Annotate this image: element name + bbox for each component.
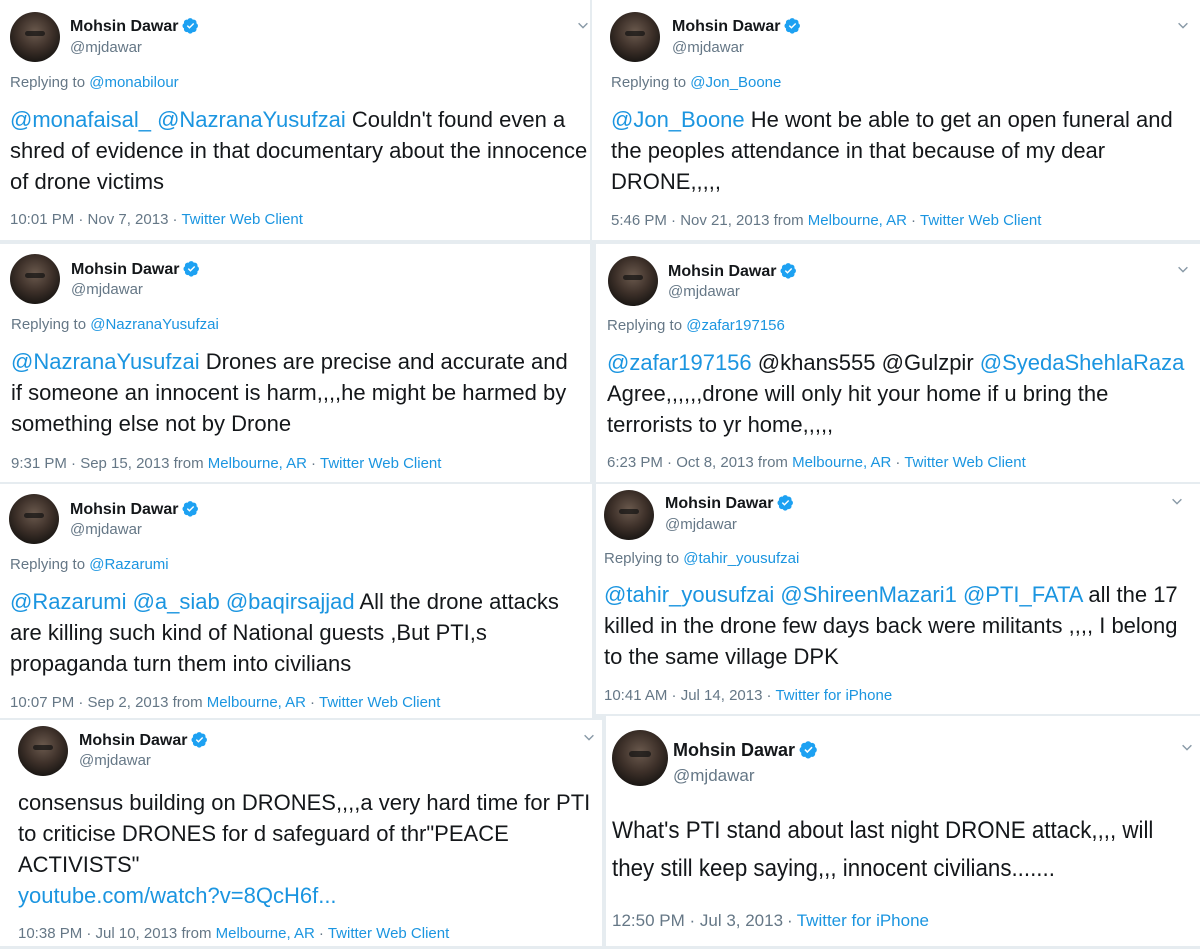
author-handle[interactable]: @mjdawar xyxy=(672,39,744,56)
author-name[interactable]: Mohsin Dawar xyxy=(672,17,801,36)
timestamp[interactable]: 10:41 AM · Jul 14, 2013 xyxy=(604,687,763,704)
replying-to-link[interactable]: @zafar197156 xyxy=(686,317,785,334)
location-link[interactable]: Melbourne, AR xyxy=(207,455,308,472)
author-handle[interactable]: @mjdawar xyxy=(665,516,737,533)
tweet-card[interactable] xyxy=(592,0,1200,240)
client-link[interactable]: Twitter for iPhone xyxy=(775,687,893,704)
avatar[interactable] xyxy=(9,494,59,544)
replying-to-link[interactable]: @monabilour xyxy=(89,74,179,91)
verified-badge-icon xyxy=(183,260,200,277)
author-handle[interactable]: @mjdawar xyxy=(79,752,151,769)
mention-link[interactable]: @SyedaShehlaRaza xyxy=(979,350,1185,375)
verified-badge-icon xyxy=(799,740,818,759)
author-name[interactable]: Mohsin Dawar xyxy=(673,740,818,761)
tweet-meta: 10:07 PM · Sep 2, 2013 from Melbourne, AR · Twitter Web Client xyxy=(10,694,441,711)
tweet-card[interactable] xyxy=(606,716,1200,946)
replying-to: Replying to @NazranaYusufzai xyxy=(11,316,219,333)
replying-to: Replying to @zafar197156 xyxy=(607,317,785,334)
mention-link[interactable]: @monafaisal_ @NazranaYusufzai xyxy=(10,107,346,132)
verified-badge-icon xyxy=(182,500,199,517)
replying-to-link[interactable]: @Jon_Boone xyxy=(690,74,782,91)
author-handle[interactable]: @mjdawar xyxy=(71,281,143,298)
author-handle[interactable]: @mjdawar xyxy=(70,521,142,538)
replying-to-link[interactable]: @Razarumi xyxy=(89,556,169,573)
tweet-text: @zafar197156 @khans555 @Gulzpir @SyedaShehlaRaza Agree,,,,,,drone will only hit your home if u bring the terrorists to yr home,,,,, xyxy=(607,350,1185,437)
verified-badge-icon xyxy=(191,731,208,748)
chevron-down-icon[interactable] xyxy=(1176,18,1190,32)
timestamp[interactable]: 6:23 PM · Oct 8, 2013 xyxy=(607,454,754,471)
tweet-meta: 10:41 AM · Jul 14, 2013 · Twitter for iPhone xyxy=(604,687,893,704)
author-handle[interactable]: @mjdawar xyxy=(668,283,740,300)
location-link[interactable]: Melbourne, AR xyxy=(807,212,908,229)
client-link[interactable]: Twitter Web Client xyxy=(920,212,1042,229)
avatar[interactable] xyxy=(608,256,658,306)
tweet-meta: 6:23 PM · Oct 8, 2013 from Melbourne, AR · Twitter Web Client xyxy=(607,454,1026,471)
tweet-meta: 12:50 PM · Jul 3, 2013 · Twitter for iPhone xyxy=(612,911,929,930)
client-link[interactable]: Twitter Web Client xyxy=(327,925,450,942)
replying-to: Replying to @Jon_Boone xyxy=(611,74,782,91)
youtube-link[interactable]: youtube.com/watch?v=8QcH6f... xyxy=(18,883,337,908)
client-link[interactable]: Twitter Web Client xyxy=(320,455,442,472)
replying-to: Replying to @tahir_yousufzai xyxy=(604,550,800,567)
avatar[interactable] xyxy=(10,12,60,62)
tweet-text: What's PTI stand about last night DRONE attack,,,, will they still keep saying,,, innocent civilians....... xyxy=(612,817,1154,882)
tweet-text: consensus building on DRONES,,,,a very hard time for PTI to criticise DRONES for d safeguard of thr"PEACE ACTIVISTS" youtube.com/watch?v=8QcH6f... xyxy=(18,790,591,908)
tweet-card[interactable] xyxy=(596,244,1200,482)
tweet-meta: 10:38 PM · Jul 10, 2013 from Melbourne, AR · Twitter Web Client xyxy=(18,925,450,942)
chevron-down-icon[interactable] xyxy=(582,730,596,744)
tweet-card[interactable] xyxy=(0,0,590,240)
avatar[interactable] xyxy=(612,730,668,786)
author-name[interactable]: Mohsin Dawar xyxy=(71,260,200,279)
tweet-text: @monafaisal_ @NazranaYusufzai Couldn't found even a shred of evidence in that documentary about the innocence of drone victims xyxy=(10,107,588,194)
author-handle[interactable]: @mjdawar xyxy=(673,766,755,785)
author-name[interactable]: Mohsin Dawar xyxy=(70,17,199,36)
tweet-meta: 10:01 PM · Nov 7, 2013 · Twitter Web Client xyxy=(10,211,303,228)
mention-link[interactable]: @NazranaYusufzai xyxy=(11,349,200,374)
client-link[interactable]: Twitter Web Client xyxy=(319,694,441,711)
replying-to: Replying to @Razarumi xyxy=(10,556,169,573)
chevron-down-icon[interactable] xyxy=(576,18,590,32)
chevron-down-icon[interactable] xyxy=(1180,740,1194,754)
tweet-text: @Razarumi @a_siab @baqirsajjad All the drone attacks are killing such kind of National guests ,But PTI,s propaganda turn them into civilians xyxy=(10,589,559,676)
tweet-text: @tahir_yousufzai @ShireenMazari1 @PTI_FATA all the 17 killed in the drone few days back were militants ,,,, I belong to the same village DPK xyxy=(604,582,1178,669)
mention-link[interactable]: @Razarumi @a_siab @baqirsajjad xyxy=(10,589,355,614)
mention-link[interactable]: @zafar197156 xyxy=(607,350,752,375)
timestamp[interactable]: 5:46 PM · Nov 21, 2013 xyxy=(611,212,770,229)
avatar[interactable] xyxy=(610,12,660,62)
mention-link[interactable]: @Jon_Boone xyxy=(611,107,745,132)
author-name[interactable]: Mohsin Dawar xyxy=(668,262,797,281)
author-name[interactable]: Mohsin Dawar xyxy=(70,500,199,519)
tweet-meta: 5:46 PM · Nov 21, 2013 from Melbourne, AR · Twitter Web Client xyxy=(611,212,1042,229)
verified-badge-icon xyxy=(784,17,801,34)
mention-link[interactable]: @tahir_yousufzai @ShireenMazari1 @PTI_FATA xyxy=(604,582,1083,607)
replying-to-link[interactable]: @NazranaYusufzai xyxy=(90,316,219,333)
avatar[interactable] xyxy=(10,254,60,304)
location-link[interactable]: Melbourne, AR xyxy=(206,694,307,711)
timestamp[interactable]: 10:01 PM · Nov 7, 2013 xyxy=(10,211,169,228)
chevron-down-icon[interactable] xyxy=(1170,494,1184,508)
timestamp[interactable]: 10:07 PM · Sep 2, 2013 xyxy=(10,694,169,711)
tweet-card[interactable] xyxy=(0,484,592,718)
client-link[interactable]: Twitter for iPhone xyxy=(796,911,929,930)
client-link[interactable]: Twitter Web Client xyxy=(904,454,1026,471)
tweet-text: @NazranaYusufzai Drones are precise and accurate and if someone an innocent is harm,,,,he might be harmed by something else not by Drone xyxy=(11,349,568,436)
tweet-card[interactable] xyxy=(0,720,602,946)
verified-badge-icon xyxy=(780,262,797,279)
location-link[interactable]: Melbourne, AR xyxy=(215,925,315,942)
author-name[interactable]: Mohsin Dawar xyxy=(79,731,208,750)
tweet-card[interactable] xyxy=(596,484,1200,714)
author-name[interactable]: Mohsin Dawar xyxy=(665,494,794,513)
tweet-meta: 9:31 PM · Sep 15, 2013 from Melbourne, AR · Twitter Web Client xyxy=(11,455,442,472)
replying-to: Replying to @monabilour xyxy=(10,74,179,91)
author-handle[interactable]: @mjdawar xyxy=(70,39,142,56)
timestamp[interactable]: 12:50 PM · Jul 3, 2013 xyxy=(612,911,784,930)
avatar[interactable] xyxy=(604,490,654,540)
chevron-down-icon[interactable] xyxy=(1176,262,1190,276)
tweet-card[interactable] xyxy=(0,244,590,482)
verified-badge-icon xyxy=(182,17,199,34)
tweet-text: @Jon_Boone He wont be able to get an open funeral and the peoples attendance in that because of my dear DRONE,,,,, xyxy=(611,107,1173,194)
verified-badge-icon xyxy=(777,494,794,511)
timestamp[interactable]: 10:38 PM · Jul 10, 2013 xyxy=(18,925,178,942)
client-link[interactable]: Twitter Web Client xyxy=(181,211,303,228)
replying-to-link[interactable]: @tahir_yousufzai xyxy=(683,550,800,567)
timestamp[interactable]: 9:31 PM · Sep 15, 2013 xyxy=(11,455,170,472)
avatar[interactable] xyxy=(18,726,68,776)
location-link[interactable]: Melbourne, AR xyxy=(792,454,892,471)
